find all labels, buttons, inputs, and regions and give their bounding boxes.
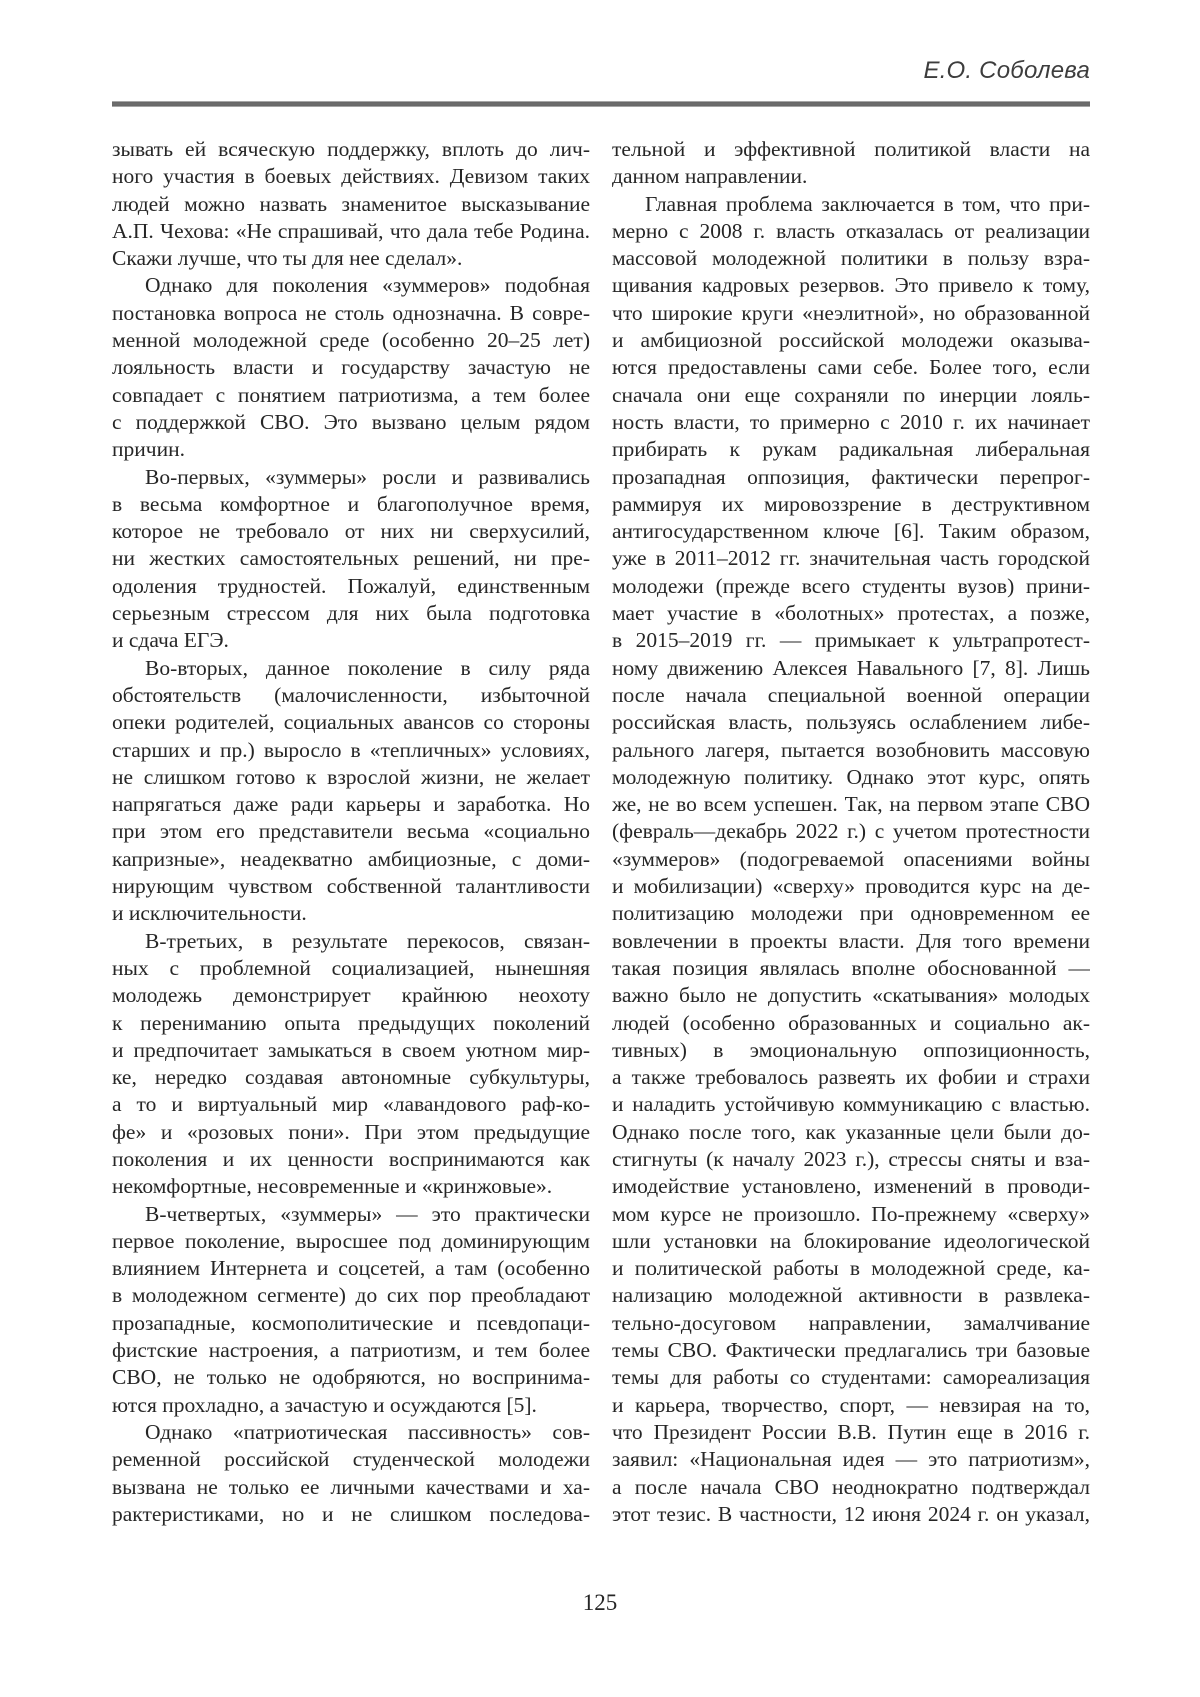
text-line: опеки родителей, социальных авансов со стороны xyxy=(112,710,590,735)
paragraph xyxy=(112,1201,590,1419)
text-line: «зуммеров» (подогреваемой опасениями войны xyxy=(612,846,1090,871)
text-line: Скажи лучше, что ты для нее сделал». xyxy=(112,246,463,271)
text-line: первое поколение, выросшее под доминирующим xyxy=(112,1228,590,1253)
text-line: темы СВО. Фактически предлагались три базовые xyxy=(612,1338,1090,1363)
text-line: антигосударственном ключе [6]. Таким образом, xyxy=(612,519,1090,544)
paragraph xyxy=(112,464,590,655)
text-line: (февраль—декабрь 2022 г.) с учетом протестности xyxy=(612,819,1090,844)
text-line: заявил: «Национальная идея — это патриотизм», xyxy=(612,1447,1090,1472)
text-line: и мобилизации) «сверху» проводится курс на де- xyxy=(612,874,1090,899)
text-line: такая позиция являлась вполне обоснованной — xyxy=(612,955,1090,980)
text-line: напрягаться даже ради карьеры и заработка. Но xyxy=(112,792,590,817)
text-line: СВО, не только не одобряются, но воспринима- xyxy=(112,1365,590,1390)
header-rule xyxy=(112,101,1090,107)
text-line: не слишком готово к взрослой жизни, не желает xyxy=(112,764,590,789)
text-line: Однако «патриотическая пассивность» сов- xyxy=(145,1419,590,1444)
text-line: ются предоставлены сами себе. Более того, если xyxy=(612,355,1090,380)
text-line: этот тезис. В частности, 12 июня 2024 г. он указал, xyxy=(612,1501,1090,1526)
text-line: с поддержкой СВО. Это вызвано целым рядом xyxy=(112,409,590,434)
text-line: постановка вопроса не столь однозначна. В совре- xyxy=(112,300,590,325)
text-line: российская власть, пользуясь ослаблением либе- xyxy=(612,710,1090,735)
paragraph xyxy=(112,928,590,1201)
text-line: рального лагеря, пытается возобновить массовую xyxy=(612,737,1090,762)
paragraph xyxy=(112,655,590,928)
text-line: одоления трудностей. Пожалуй, единственным xyxy=(112,573,590,598)
text-line: капризные», неадекватно амбициозные, с доми- xyxy=(112,846,590,871)
text-line: влиянием Интернета и соцсетей, а там (особенно xyxy=(112,1256,590,1281)
text-line: обстоятельств (малочисленности, избыточной xyxy=(112,682,590,707)
text-line: нализацию молодежной активности в развлека- xyxy=(612,1283,1090,1308)
text-line: молодежную политику. Однако этот курс, опять xyxy=(612,764,1090,789)
text-line: мает участие в «болотных» протестах, а позже, xyxy=(612,601,1090,626)
paragraph xyxy=(112,136,590,272)
text-line: массовой молодежной политики в пользу взра- xyxy=(612,246,1090,271)
text-line: стигнуты (к началу 2023 г.), стрессы сняты и вза- xyxy=(612,1146,1090,1171)
paragraph xyxy=(612,136,1090,191)
page-number: 125 xyxy=(582,1590,618,1615)
text-line: и амбициозной российской молодежи оказыва- xyxy=(612,328,1090,353)
text-line: А.П. Чехова: «Не спрашивай, что дала тебе Родина. xyxy=(112,218,590,243)
text-line: и сдача ЕГЭ. xyxy=(112,628,229,653)
text-line: и карьера, творчество, спорт, — невзирая на то, xyxy=(612,1392,1090,1417)
text-line: после начала специальной военной операции xyxy=(612,682,1090,707)
text-line: В-третьих, в результате перекосов, связан- xyxy=(145,928,590,953)
text-line: тельной и эффективной политикой власти на xyxy=(612,137,1090,161)
text-line: Однако после того, как указанные цели были до- xyxy=(612,1119,1090,1144)
text-line: тельно-досуговом направлении, замалчивание xyxy=(612,1310,1090,1335)
text-line: темы для работы со студентами: самореализация xyxy=(612,1365,1090,1390)
paragraph xyxy=(112,1419,590,1528)
text-line: менной молодежной среде (особенно 20–25 лет) xyxy=(112,328,590,353)
text-line: ке, нередко создавая автономные субкультуры, xyxy=(112,1065,590,1090)
text-line: ременной российской студенческой молодежи xyxy=(112,1447,590,1472)
text-line: которое не требовало от них ни сверхусилий, xyxy=(112,519,590,544)
text-line: а то и виртуальный мир «лавандового раф-ко- xyxy=(112,1092,590,1117)
text-line: нирующим чувством собственной талантливости xyxy=(112,874,590,899)
text-line: зывать ей всяческую поддержку, вплоть до лич- xyxy=(112,137,590,161)
text-line: в весьма комфортное и благополучное время, xyxy=(112,491,590,516)
running-head-author: Е.О. Соболева xyxy=(923,57,1090,84)
text-line: Однако для поколения «зуммеров» подобная xyxy=(145,273,590,298)
text-line: и исключительности. xyxy=(112,901,307,926)
text-line: важно было не допустить «скатывания» молодых xyxy=(612,983,1090,1008)
text-line: тивных) в эмоциональную оппозиционность, xyxy=(612,1037,1090,1062)
text-line: молодежь демонстрирует крайнюю неохоту xyxy=(112,983,590,1008)
text-line: что широкие круги «неэлитной», но образованной xyxy=(612,300,1090,325)
text-line: старших и пр.) выросло в «тепличных» условиях, xyxy=(112,737,590,762)
text-line: к перениманию опыта предыдущих поколений xyxy=(112,1010,590,1035)
text-line: фистские настроения, а патриотизм, и тем более xyxy=(112,1338,590,1363)
text-line: ного участия в боевых действиях. Девизом таких xyxy=(112,164,590,189)
text-line: раммируя их мировоззрение в деструктивном xyxy=(612,491,1090,516)
text-line: в молодежном сегменте) до сих пор преобладают xyxy=(112,1283,590,1308)
text-line: щивания кадровых резервов. Это привело к тому, xyxy=(612,273,1090,298)
text-line: ни жестких самостоятельных решений, ни пре- xyxy=(112,546,590,571)
text-line: вызвана не только ее личными качествами и ха- xyxy=(112,1474,590,1499)
text-line: в 2015–2019 гг. — примыкает к ультрапротест- xyxy=(612,628,1090,653)
text-column-left xyxy=(112,136,590,1528)
text-line: ных с проблемной социализацией, нынешняя xyxy=(112,955,590,980)
text-line: имодействие установлено, изменений в проводи- xyxy=(612,1174,1090,1199)
text-line: шли установки на блокирование идеологической xyxy=(612,1228,1090,1253)
text-line: уже в 2011–2012 гг. значительная часть городской xyxy=(612,546,1090,571)
text-line: лояльность власти и государству зачастую не xyxy=(112,355,590,380)
article-body xyxy=(112,136,1090,1528)
text-line: людей (особенно образованных и социально ак- xyxy=(612,1010,1090,1035)
text-line: прозападная оппозиция, фактически перепрог- xyxy=(612,464,1090,489)
text-line: поколения и их ценности воспринимаются как xyxy=(112,1146,590,1171)
text-line: а после начала СВО неоднократно подтверждал xyxy=(612,1474,1090,1499)
text-line: прозападные, космополитические и псевдопаци- xyxy=(112,1310,590,1335)
text-line: при этом его представители весьма «социально xyxy=(112,819,590,844)
text-line: серьезным стрессом для них была подготовка xyxy=(112,601,590,626)
text-line: и предпочитает замыкаться в своем уютном мир- xyxy=(112,1037,590,1062)
text-line: рактеристиками, но и не слишком последова- xyxy=(112,1501,590,1526)
text-line: Во-вторых, данное поколение в силу ряда xyxy=(145,655,590,680)
text-line: вовлечении в проекты власти. Для того времени xyxy=(612,928,1090,953)
text-line: данном направлении. xyxy=(612,164,808,189)
text-line: ному движению Алексея Навального [7, 8]. Лишь xyxy=(612,655,1090,680)
text-line: и политической работы в молодежной среде, ка- xyxy=(612,1256,1090,1281)
text-line: некомфортные, несовременные и «кринжовые». xyxy=(112,1174,553,1199)
text-column-right xyxy=(612,136,1090,1528)
text-line: ность власти, то примерно с 2010 г. их начинает xyxy=(612,409,1090,434)
text-line: фе» и «розовых пони». При этом предыдущие xyxy=(112,1119,590,1144)
text-line: а также требовалось развеять их фобии и страхи xyxy=(612,1065,1090,1090)
text-line: прибирать к рукам радикальная либеральная xyxy=(612,437,1090,462)
text-line: мом курсе не произошло. По-прежнему «сверху» xyxy=(612,1201,1090,1226)
text-line: В-четвертых, «зуммеры» — это практически xyxy=(145,1201,590,1226)
text-line: политизацию молодежи при одновременном ее xyxy=(612,901,1090,926)
text-line: людей можно назвать знаменитое высказывание xyxy=(112,191,590,216)
text-line: Во-первых, «зуммеры» росли и развивались xyxy=(145,464,590,489)
text-line: же, не во всем успешен. Так, на первом этапе СВО xyxy=(612,792,1090,817)
text-line: причин. xyxy=(112,437,185,462)
text-line: совпадает с понятием патриотизма, а тем более xyxy=(112,382,590,407)
text-line: и наладить устойчивую коммуникацию с властью. xyxy=(612,1092,1090,1117)
paragraph xyxy=(612,191,1090,1529)
text-line: мерно с 2008 г. власть отказалась от реализации xyxy=(612,218,1090,243)
text-line: что Президент России В.В. Путин еще в 2016 г. xyxy=(612,1419,1090,1444)
text-line: ются прохладно, а зачастую и осуждаются [5]. xyxy=(112,1392,537,1417)
text-line: молодежи (прежде всего студенты вузов) прини- xyxy=(612,573,1090,598)
paragraph xyxy=(112,272,590,463)
text-line: сначала они еще сохраняли по инерции лояль- xyxy=(612,382,1090,407)
text-line: Главная проблема заключается в том, что при- xyxy=(645,191,1090,216)
